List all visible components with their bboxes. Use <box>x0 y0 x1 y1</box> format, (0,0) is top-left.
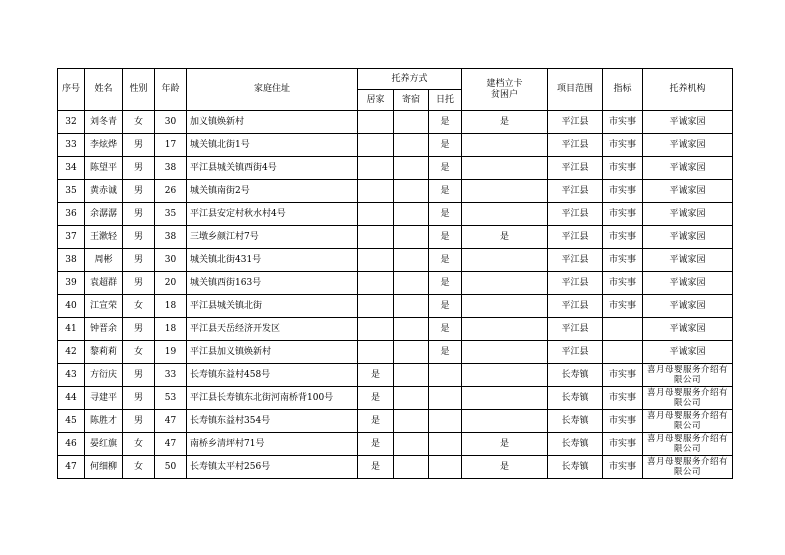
home-cell: 是 <box>358 456 394 479</box>
project-scope-cell: 平江县 <box>548 295 603 318</box>
project-scope-cell: 平江县 <box>548 203 603 226</box>
age-cell: 19 <box>155 341 187 364</box>
daycare-cell <box>429 433 462 456</box>
care-roster-table <box>57 68 733 479</box>
daycare-cell <box>429 410 462 433</box>
poor-household-cell <box>462 180 548 203</box>
address-cell: 长寿镇东益村354号 <box>187 410 358 433</box>
daycare-cell: 是 <box>429 134 462 157</box>
boarding-cell <box>394 387 429 410</box>
name-cell: 黄赤诚 <box>85 180 123 203</box>
gender-cell: 男 <box>123 410 155 433</box>
agency-cell: 平诚家园 <box>643 180 733 203</box>
boarding-cell <box>394 203 429 226</box>
gender-cell: 男 <box>123 249 155 272</box>
name-cell: 寻建平 <box>85 387 123 410</box>
table-row <box>58 410 733 433</box>
boarding-cell <box>394 456 429 479</box>
agency-cell: 喜月母婴服务介绍有限公司 <box>643 456 733 479</box>
age-cell: 30 <box>155 111 187 134</box>
project-scope-cell: 长寿镇 <box>548 387 603 410</box>
boarding-cell <box>394 433 429 456</box>
address-cell: 南桥乡清坪村71号 <box>187 433 358 456</box>
seq-cell: 45 <box>58 410 85 433</box>
indicator-cell <box>603 318 643 341</box>
project-scope-cell: 长寿镇 <box>548 364 603 387</box>
project-scope-cell: 平江县 <box>548 111 603 134</box>
age-cell: 18 <box>155 318 187 341</box>
poor-household-cell <box>462 203 548 226</box>
address-cell: 城关镇西街163号 <box>187 272 358 295</box>
gender-cell: 男 <box>123 134 155 157</box>
table-body <box>58 111 733 479</box>
indicator-cell: 市实事 <box>603 180 643 203</box>
seq-cell: 47 <box>58 456 85 479</box>
gender-cell: 男 <box>123 203 155 226</box>
daycare-cell: 是 <box>429 157 462 180</box>
project-scope-cell: 平江县 <box>548 180 603 203</box>
table-row <box>58 203 733 226</box>
daycare-cell: 是 <box>429 318 462 341</box>
indicator-cell: 市实事 <box>603 364 643 387</box>
table-row <box>58 272 733 295</box>
poor-household-cell <box>462 387 548 410</box>
address-cell: 三墩乡颜江村7号 <box>187 226 358 249</box>
project-scope-cell: 长寿镇 <box>548 456 603 479</box>
table-row <box>58 295 733 318</box>
agency-cell: 平诚家园 <box>643 341 733 364</box>
indicator-cell: 市实事 <box>603 433 643 456</box>
daycare-cell: 是 <box>429 111 462 134</box>
table-row <box>58 387 733 410</box>
home-cell: 是 <box>358 364 394 387</box>
poor-household-cell: 是 <box>462 433 548 456</box>
name-cell: 王漱轻 <box>85 226 123 249</box>
address-cell: 长寿镇太平村256号 <box>187 456 358 479</box>
agency-cell: 平诚家园 <box>643 272 733 295</box>
table-row <box>58 180 733 203</box>
poor-household-cell: 是 <box>462 226 548 249</box>
project-scope-cell: 平江县 <box>548 226 603 249</box>
home-cell <box>358 226 394 249</box>
address-cell: 城关镇北街1号 <box>187 134 358 157</box>
home-cell: 是 <box>358 433 394 456</box>
poor-household-cell <box>462 318 548 341</box>
home-cell: 是 <box>358 387 394 410</box>
project-scope-cell: 平江县 <box>548 249 603 272</box>
age-cell: 20 <box>155 272 187 295</box>
gender-cell: 男 <box>123 180 155 203</box>
gender-cell: 女 <box>123 456 155 479</box>
indicator-cell: 市实事 <box>603 226 643 249</box>
poor-household-cell <box>462 295 548 318</box>
header-agency: 托养机构 <box>643 69 733 111</box>
boarding-cell <box>394 341 429 364</box>
seq-cell: 36 <box>58 203 85 226</box>
home-cell <box>358 272 394 295</box>
project-scope-cell: 平江县 <box>548 272 603 295</box>
address-cell: 城关镇南街2号 <box>187 180 358 203</box>
gender-cell: 男 <box>123 318 155 341</box>
daycare-cell <box>429 364 462 387</box>
address-cell: 加义镇焕新村 <box>187 111 358 134</box>
project-scope-cell: 平江县 <box>548 341 603 364</box>
daycare-cell: 是 <box>429 203 462 226</box>
name-cell: 周彬 <box>85 249 123 272</box>
address-cell: 城关镇北街431号 <box>187 249 358 272</box>
header-indicator: 指标 <box>603 69 643 111</box>
indicator-cell: 市实事 <box>603 203 643 226</box>
agency-cell: 平诚家园 <box>643 295 733 318</box>
agency-cell: 平诚家园 <box>643 203 733 226</box>
boarding-cell <box>394 157 429 180</box>
daycare-cell: 是 <box>429 249 462 272</box>
name-cell: 余潺潺 <box>85 203 123 226</box>
agency-cell: 喜月母婴服务介绍有限公司 <box>643 387 733 410</box>
seq-cell: 46 <box>58 433 85 456</box>
agency-cell: 喜月母婴服务介绍有限公司 <box>643 433 733 456</box>
home-cell <box>358 134 394 157</box>
seq-cell: 35 <box>58 180 85 203</box>
project-scope-cell: 平江县 <box>548 157 603 180</box>
boarding-cell <box>394 180 429 203</box>
poor-household-cell <box>462 364 548 387</box>
agency-cell: 平诚家园 <box>643 249 733 272</box>
poor-household-cell <box>462 410 548 433</box>
poor-household-cell <box>462 157 548 180</box>
header-project-scope: 项目范围 <box>548 69 603 111</box>
table-row <box>58 318 733 341</box>
poor-household-cell: 是 <box>462 111 548 134</box>
project-scope-cell: 平江县 <box>548 134 603 157</box>
table-row <box>58 249 733 272</box>
seq-cell: 37 <box>58 226 85 249</box>
table-row <box>58 134 733 157</box>
seq-cell: 41 <box>58 318 85 341</box>
gender-cell: 男 <box>123 272 155 295</box>
poor-household-cell <box>462 341 548 364</box>
boarding-cell <box>394 111 429 134</box>
poor-household-cell <box>462 249 548 272</box>
gender-cell: 男 <box>123 387 155 410</box>
seq-cell: 42 <box>58 341 85 364</box>
header-daycare: 日托 <box>429 90 462 111</box>
name-cell: 袁超群 <box>85 272 123 295</box>
name-cell: 何细柳 <box>85 456 123 479</box>
address-cell: 平江县长寿镇东北街河南桥背100号 <box>187 387 358 410</box>
name-cell: 方衍庆 <box>85 364 123 387</box>
table-row <box>58 111 733 134</box>
indicator-cell: 市实事 <box>603 295 643 318</box>
gender-cell: 男 <box>123 226 155 249</box>
indicator-cell <box>603 341 643 364</box>
home-cell <box>358 318 394 341</box>
indicator-cell: 市实事 <box>603 410 643 433</box>
home-cell: 是 <box>358 410 394 433</box>
boarding-cell <box>394 410 429 433</box>
daycare-cell <box>429 387 462 410</box>
home-cell <box>358 295 394 318</box>
age-cell: 38 <box>155 157 187 180</box>
home-cell <box>358 203 394 226</box>
address-cell: 长寿镇东益村458号 <box>187 364 358 387</box>
boarding-cell <box>394 295 429 318</box>
daycare-cell: 是 <box>429 295 462 318</box>
seq-cell: 34 <box>58 157 85 180</box>
age-cell: 26 <box>155 180 187 203</box>
agency-cell: 喜月母婴服务介绍有限公司 <box>643 364 733 387</box>
poor-household-cell <box>462 134 548 157</box>
name-cell: 江宣荣 <box>85 295 123 318</box>
daycare-cell: 是 <box>429 341 462 364</box>
seq-cell: 33 <box>58 134 85 157</box>
name-cell: 陈胜才 <box>85 410 123 433</box>
boarding-cell <box>394 249 429 272</box>
gender-cell: 女 <box>123 295 155 318</box>
age-cell: 47 <box>155 410 187 433</box>
name-cell: 黎莉莉 <box>85 341 123 364</box>
daycare-cell <box>429 456 462 479</box>
header-home: 居家 <box>358 90 394 111</box>
name-cell: 陈望平 <box>85 157 123 180</box>
header-address: 家庭住址 <box>187 69 358 111</box>
project-scope-cell: 长寿镇 <box>548 410 603 433</box>
age-cell: 47 <box>155 433 187 456</box>
address-cell: 平江县加义镇焕新村 <box>187 341 358 364</box>
age-cell: 30 <box>155 249 187 272</box>
table-row <box>58 364 733 387</box>
boarding-cell <box>394 318 429 341</box>
table-row <box>58 157 733 180</box>
poor-household-cell: 是 <box>462 456 548 479</box>
header-name: 姓名 <box>85 69 123 111</box>
boarding-cell <box>394 226 429 249</box>
age-cell: 53 <box>155 387 187 410</box>
table-row <box>58 456 733 479</box>
agency-cell: 喜月母婴服务介绍有限公司 <box>643 410 733 433</box>
age-cell: 33 <box>155 364 187 387</box>
age-cell: 35 <box>155 203 187 226</box>
address-cell: 平江县天岳经济开发区 <box>187 318 358 341</box>
seq-cell: 44 <box>58 387 85 410</box>
home-cell <box>358 157 394 180</box>
table-row <box>58 341 733 364</box>
poor-household-cell <box>462 272 548 295</box>
home-cell <box>358 111 394 134</box>
gender-cell: 女 <box>123 111 155 134</box>
seq-cell: 39 <box>58 272 85 295</box>
daycare-cell: 是 <box>429 272 462 295</box>
agency-cell: 平诚家园 <box>643 157 733 180</box>
agency-cell: 平诚家园 <box>643 134 733 157</box>
agency-cell: 平诚家园 <box>643 226 733 249</box>
header-gender: 性别 <box>123 69 155 111</box>
gender-cell: 女 <box>123 341 155 364</box>
age-cell: 18 <box>155 295 187 318</box>
gender-cell: 男 <box>123 157 155 180</box>
age-cell: 38 <box>155 226 187 249</box>
indicator-cell: 市实事 <box>603 111 643 134</box>
home-cell <box>358 180 394 203</box>
header-care-mode: 托养方式 <box>358 69 462 90</box>
seq-cell: 32 <box>58 111 85 134</box>
age-cell: 50 <box>155 456 187 479</box>
header-boarding: 寄宿 <box>394 90 429 111</box>
name-cell: 刘冬青 <box>85 111 123 134</box>
gender-cell: 女 <box>123 433 155 456</box>
address-cell: 平江县安定村秋水村4号 <box>187 203 358 226</box>
project-scope-cell: 平江县 <box>548 318 603 341</box>
agency-cell: 平诚家园 <box>643 318 733 341</box>
boarding-cell <box>394 134 429 157</box>
agency-cell: 平诚家园 <box>643 111 733 134</box>
indicator-cell: 市实事 <box>603 387 643 410</box>
address-cell: 平江县城关镇西街4号 <box>187 157 358 180</box>
name-cell: 钟晋余 <box>85 318 123 341</box>
name-cell: 晏红旗 <box>85 433 123 456</box>
age-cell: 17 <box>155 134 187 157</box>
header-poor-household: 建档立卡 贫困户 <box>462 69 548 111</box>
name-cell: 李炫烨 <box>85 134 123 157</box>
indicator-cell: 市实事 <box>603 134 643 157</box>
boarding-cell <box>394 272 429 295</box>
table-row <box>58 433 733 456</box>
indicator-cell: 市实事 <box>603 456 643 479</box>
header-age: 年龄 <box>155 69 187 111</box>
boarding-cell <box>394 364 429 387</box>
seq-cell: 43 <box>58 364 85 387</box>
gender-cell: 男 <box>123 364 155 387</box>
header-seq: 序号 <box>58 69 85 111</box>
home-cell <box>358 249 394 272</box>
daycare-cell: 是 <box>429 180 462 203</box>
address-cell: 平江县城关镇北街 <box>187 295 358 318</box>
daycare-cell: 是 <box>429 226 462 249</box>
home-cell <box>358 341 394 364</box>
seq-cell: 40 <box>58 295 85 318</box>
indicator-cell: 市实事 <box>603 249 643 272</box>
project-scope-cell: 长寿镇 <box>548 433 603 456</box>
indicator-cell: 市实事 <box>603 272 643 295</box>
indicator-cell: 市实事 <box>603 157 643 180</box>
table-row <box>58 226 733 249</box>
seq-cell: 38 <box>58 249 85 272</box>
